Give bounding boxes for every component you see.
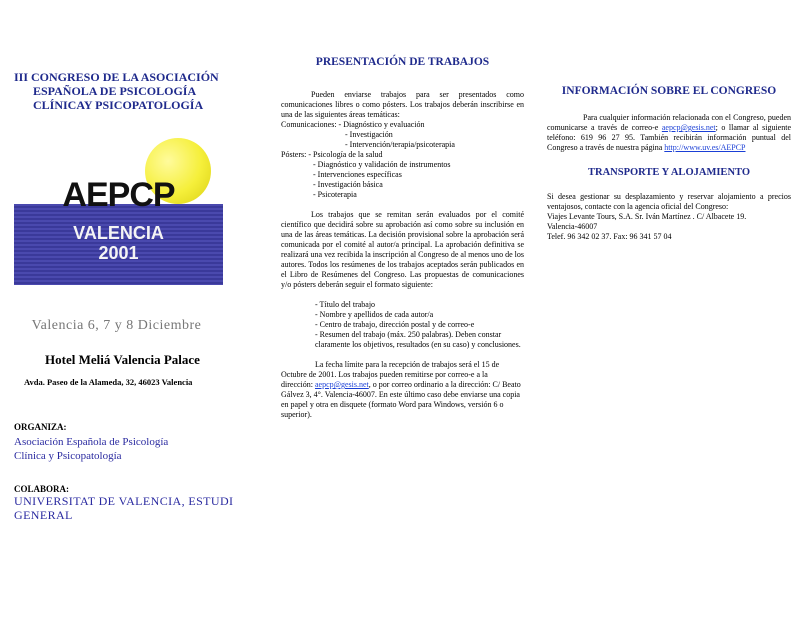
right-panel (547, 85, 791, 242)
list-item: - Resumen del trabajo (máx. 250 palabras). Deben constar claramente los objetivos, resultados (en su caso) y conclusiones. (315, 330, 521, 349)
logo-text: AEPCP (62, 176, 175, 214)
section-heading-presentacion: PRESENTACIÓN DE TRABAJOS (315, 56, 490, 68)
info-paragraph: Para cualquier información relacionada con el Congreso, pueden comunicarse a través de correo-e aepcp@gesis.net; o llamar al siguiente teléfono: 619 96 27 95. También recibirán información puntual del Congreso a través de nuestra página http://www.uv.es/AEPCP (547, 113, 792, 152)
list-item: - Centro de trabajo, dirección postal y de correo-e (315, 320, 475, 329)
website-link[interactable]: http://www.uv.es/AEPCP (664, 143, 746, 152)
agency-info: Viajes Levante Tours, S.A. Sr. Iván Martínez . C/ Albacete 19. Valencia-46007 Telef. 96 342 02 37. Fax: 96 341 57 04 (547, 212, 747, 241)
middle-panel (281, 56, 524, 420)
email-link[interactable]: aepcp@gesis.net (314, 380, 369, 389)
congress-title: III CONGRESO DE LA ASOCIACIÓN ESPAÑOLA DE PSICOLOGÍA CLÍNICAY PSICOPATOLOGÍA (14, 70, 219, 112)
comunicaciones-block: Comunicaciones: - Diagnóstico y evaluación - Investigación - Intervención/terapia/psicoterapia (281, 120, 455, 149)
list-item: - Nombre y apellidos de cada autor/a (315, 310, 434, 319)
hotel-name: Hotel Meliá Valencia Palace (45, 352, 200, 367)
logo-city: VALENCIA 2001 (73, 223, 164, 263)
posters-block: Pósters: - Psicología de la salud - Diagnóstico y validación de instrumentos - Intervenciones específicas - Investigación básica - Psicoterapia (281, 150, 451, 199)
deadline-paragraph: La fecha límite para la recepción de trabajos será el 15 de Octubre de 2001. Los trabajos pueden remitirse por correo-e a la dirección: aepcp@gesis.net, o por correo ordinario a la dirección: C/ Beato Gálvez 3, 4°. Valencia-46007. En este último caso debe enviarse una copia en papel y otra en disquete (formato Word para Windows, versión 6 o superior). (281, 360, 521, 419)
list-item: - Título del trabajo (315, 300, 376, 309)
info-email-link[interactable]: aepcp@gesis.net (661, 123, 716, 132)
left-panel (14, 70, 254, 522)
evaluation-paragraph: Los trabajos que se remitan serán evaluados por el comité científico que decidirá sobre su aprobación así como sobre su inclusión en una de las áreas temáticas. La decisión provisional sobre la aprobación será comunicada por el comité al autor/a principal. La aprobación definitiva se realizará una vez recibida la inscripción al Congreso de al menos uno de los autores. Todos los resúmenes de los trabajos aceptados serán publicados en el Libro de Resúmenes del Congreso. Las propuestas de comunicaciones y/o pósters deberán seguir el formato siguiente: (281, 210, 524, 289)
section-heading-transporte: TRANSPORTE Y ALOJAMIENTO (587, 167, 751, 178)
colabora-label: COLABORA: (14, 484, 70, 494)
organizer-name: Asociación Española de Psicología Clínica y Psicopatología (14, 436, 169, 462)
hotel-address: Avda. Paseo de la Alameda, 32, 46023 Valencia (24, 377, 193, 387)
section-heading-informacion: INFORMACIÓN SOBRE EL CONGRESO (561, 85, 777, 97)
aepcp-logo (14, 128, 223, 285)
organiza-label: ORGANIZA: (14, 422, 67, 432)
collaborator-name: UNIVERSITAT DE VALENCIA, ESTUDI GENERAL (14, 494, 234, 522)
intro-paragraph: Pueden enviarse trabajos para ser presentados como comunicaciones libres o como pósters. Los trabajos deberán inscribirse en una de las siguientes áreas temáticas: (281, 90, 524, 119)
event-dates: Valencia 6, 7 y 8 Diciembre (31, 318, 202, 333)
transport-paragraph: Si desea gestionar su desplazamiento y reservar alojamiento a precios ventajosos, contacte con la agencia oficial del Congreso: (547, 192, 791, 211)
format-list (281, 300, 524, 350)
